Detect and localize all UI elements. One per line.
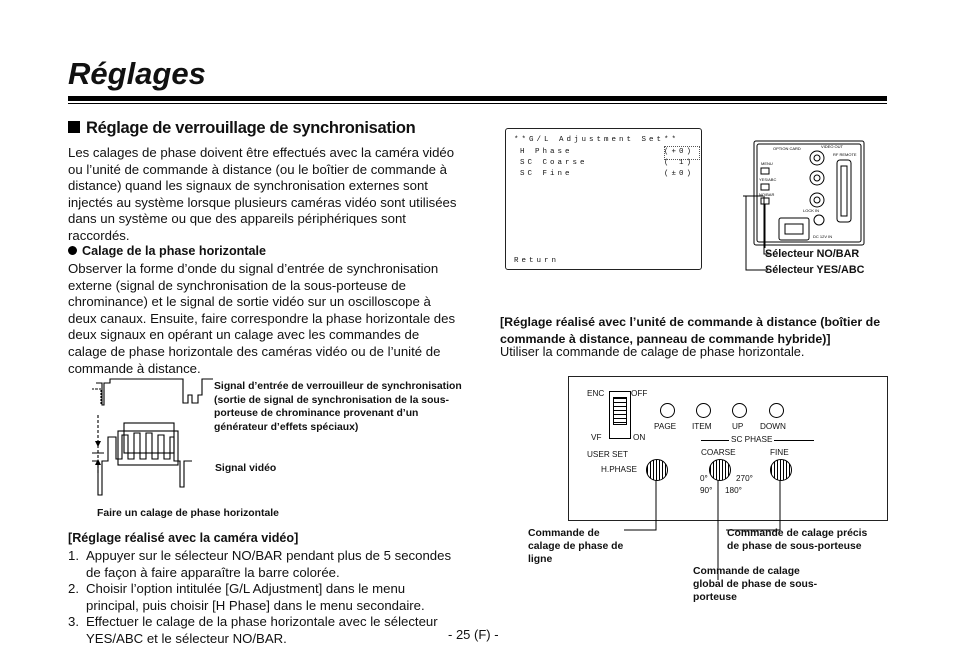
subheading — [68, 244, 458, 258]
down-label: DOWN — [760, 422, 786, 431]
step-number: 2. — [68, 581, 79, 597]
no-bar-selector-caption: Sélecteur NO/BAR — [765, 248, 860, 260]
step-text: Choisir l’option intitulée [G/L Adjustment] dans le menu principal, puis choisir [H Phase] dans le menu secondaire. — [86, 581, 425, 613]
lock-in-label: LOCK IN — [803, 208, 820, 213]
sync-pulse-marker — [92, 389, 101, 405]
arrow-up-icon — [95, 459, 101, 465]
no-bar-label: NO/BAR — [759, 192, 775, 197]
round-bullet-icon — [68, 246, 77, 255]
page-title: Réglages — [68, 56, 206, 91]
switch-lever — [613, 397, 627, 425]
menu-return: Return — [514, 257, 560, 265]
menu-item-sc-fine: SC Fine — [520, 170, 573, 178]
square-bullet-icon — [68, 121, 80, 133]
sc-coarse-knob[interactable] — [709, 459, 731, 481]
h-phase-label: H.PHASE — [601, 465, 637, 474]
coarse-label: COARSE — [701, 448, 736, 457]
title-rule-thin — [68, 103, 887, 104]
video-signal-caption: Signal vidéo — [215, 463, 277, 474]
arrow-down-icon — [95, 441, 101, 447]
remote-heading: [Réglage réalisé avec l’unité de commande à distance (boîtier de commande à distance, panneau de commande hybride)] — [500, 315, 881, 346]
menu-value-sc-coarse: ( 1) — [664, 159, 695, 167]
line-phase-caption: Commande de calage de phase de ligne — [528, 528, 624, 565]
video-waveform-frame — [124, 423, 174, 453]
deg270-label: 270° — [736, 474, 753, 483]
fine-label: FINE — [770, 448, 789, 457]
h-phase-knob[interactable] — [646, 459, 668, 481]
remote-body: Utiliser la commande de calage de phase horizontale. — [500, 344, 805, 359]
calage-paragraph: Observer la forme d’onde du signal d’entrée de synchronisation externe (signal de synchronisation de la sous-porteuse de chrominance) et le signal de sortie vidéo sur un oscilloscope à deux canaux. Ensuite, faire correspondre la phase horizontale des deux signaux en opérant un calage avec les commandes de calage de phase horizontale des caméras vidéo ou de l’unité de commande à distance. — [68, 261, 456, 376]
phase-adjust-caption: Faire un calage de phase horizontale — [97, 508, 279, 519]
line-phase-leader — [624, 480, 656, 530]
item-button[interactable] — [696, 403, 711, 418]
yes-abc-selector-caption: Sélecteur YES/ABC — [765, 264, 865, 276]
step-text: Appuyer sur le sélecteur NO/BAR pendant plus de 5 secondes de façon à faire apparaître la barre colorée. — [86, 548, 452, 580]
up-label: UP — [732, 422, 744, 431]
item-label: ITEM — [692, 422, 712, 431]
deg90-label: 90° — [700, 486, 713, 495]
sc-fine-knob[interactable] — [770, 459, 792, 481]
section-heading — [68, 119, 415, 138]
video-waveform — [92, 433, 192, 495]
step-item — [68, 614, 458, 647]
menu-item-sc-coarse: SC Coarse — [520, 159, 588, 167]
page-button[interactable] — [660, 403, 675, 418]
sync-waveform-top — [96, 379, 213, 405]
subheading-text: Calage de la phase horizontale — [82, 244, 267, 258]
title-rule — [68, 96, 887, 101]
fine-leader — [726, 480, 780, 530]
page-label: PAGE — [654, 422, 677, 431]
video-waveform-frame-2 — [118, 431, 178, 465]
step-number: 3. — [68, 614, 79, 630]
menu-screen — [505, 128, 702, 270]
vf-label: VF — [591, 433, 602, 442]
menu-value-h-phase: (+0) — [664, 148, 695, 156]
deg0-label: 0° — [700, 474, 708, 483]
sync-signal-caption: Signal d’entrée de verrouilleur de synchronisation (sortie de signal de synchronisation de la sous-porteuse de chrominance provenant d’un générateur d’effets spéciaux) — [214, 381, 462, 433]
menu-label: MENU — [761, 161, 773, 166]
user-set-label: USER SET — [587, 450, 628, 459]
fine-phase-caption: Commande de calage précis de phase de sous-porteuse — [727, 528, 868, 552]
off-label: OFF — [631, 389, 648, 398]
menu-item-h-phase: H Phase — [520, 148, 573, 156]
on-label: ON — [633, 433, 646, 442]
steps-list — [68, 548, 458, 648]
step-item — [68, 581, 458, 614]
down-button[interactable] — [769, 403, 784, 418]
yes-abc-label: YES/ABC — [759, 177, 777, 182]
step-item — [68, 548, 458, 581]
menu-value-sc-fine: (±0) — [664, 170, 695, 178]
camera-heading: [Réglage réalisé avec la caméra vidéo] — [68, 531, 299, 545]
section-heading-text: Réglage de verrouillage de synchronisation — [86, 119, 416, 137]
option-card-label: OPTION CARD — [773, 146, 801, 151]
waveform-diagram — [88, 375, 213, 505]
intro-paragraph: Les calages de phase doivent être effectués avec la caméra vidéo ou l’unité de commande à distance (ou le boîtier de commande à distance) quand les signaux de synchronisation externes sont injectés au système lorsque plusieurs caméras vidéo sont utilisées dans un système ou que des appareils périphériques sont raccordés. — [68, 145, 457, 243]
enc-label: ENC — [587, 389, 605, 398]
page-number: - 25 (F) - — [448, 627, 499, 642]
video-out-label: VIDEO OUT — [821, 144, 844, 149]
deg180-label: 180° — [725, 486, 742, 495]
menu-cursor — [664, 146, 700, 160]
sc-phase-label: SC PHASE — [731, 435, 773, 444]
rf-remote-label: RF REMOTE — [833, 152, 857, 157]
step-number: 1. — [68, 548, 79, 563]
menu-title: **G/L Adjustment Set** — [514, 136, 680, 144]
coarse-phase-caption: Commande de calage global de phase de sous-porteuse — [693, 566, 818, 603]
up-button[interactable] — [732, 403, 747, 418]
dc-in-label: DC 12V IN — [813, 234, 833, 239]
step-text: Effectuer le calage de la phase horizontale avec le sélecteur YES/ABC et le sélecteur NO/BAR. — [86, 614, 438, 646]
